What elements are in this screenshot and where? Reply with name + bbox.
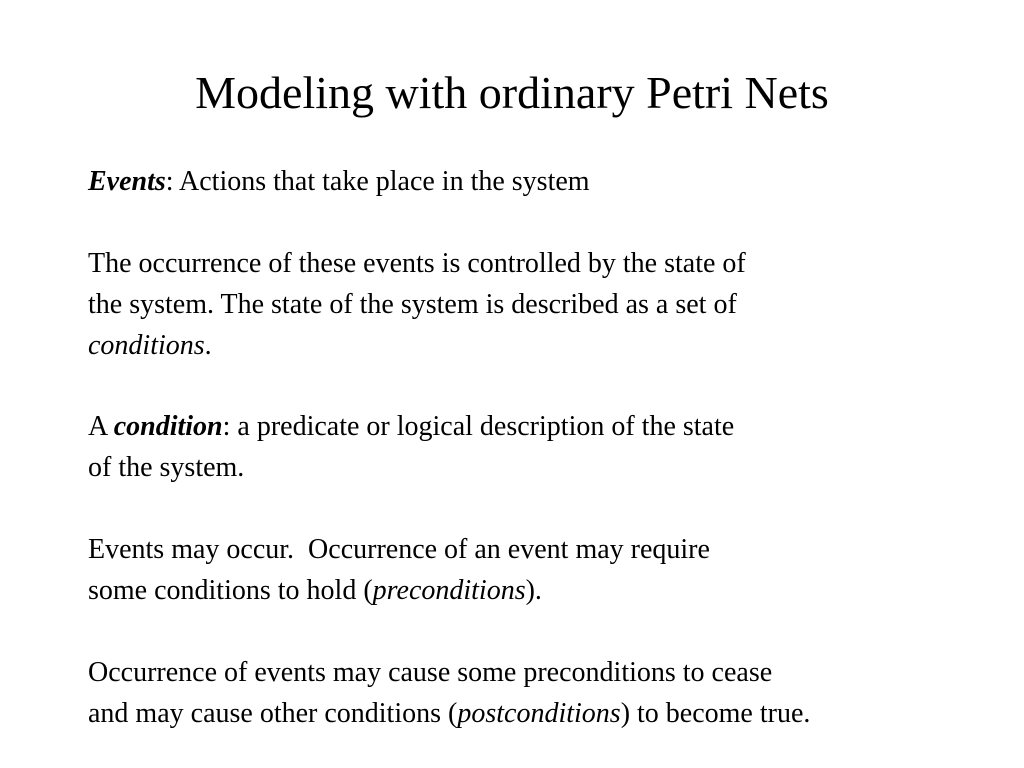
condition-prefix: A (88, 411, 114, 442)
conditions-term: conditions (88, 330, 205, 361)
preconditions-paragraph-line-1: Events may occur. Occurrence of an event may require (88, 534, 710, 565)
state-paragraph-line-3 (88, 325, 988, 366)
postconditions-lead: and may cause other conditions ( (88, 698, 458, 729)
condition-definition-text: : a predicate or logical description of the state (222, 411, 735, 442)
preconditions-lead: some conditions to hold ( (88, 575, 373, 606)
state-paragraph-line-1: The occurrence of these events is controlled by the state of (88, 248, 746, 279)
events-definition-text: : Actions that take place in the system (165, 166, 590, 197)
preconditions-term: preconditions (372, 575, 526, 606)
postconditions-paragraph-line-1: Occurrence of events may cause some preconditions to cease (88, 657, 773, 688)
preconditions-paragraph (88, 529, 988, 611)
events-term: Events (88, 166, 166, 197)
events-definition-line (88, 161, 988, 202)
state-paragraph-period: . (204, 330, 212, 361)
condition-definition (88, 406, 988, 488)
preconditions-paragraph-line-2 (88, 570, 988, 611)
condition-definition-line-2: of the system. (88, 452, 245, 483)
slide-title: Modeling with ordinary Petri Nets (195, 67, 829, 118)
events-definition (88, 161, 988, 202)
postconditions-paragraph-line-2 (88, 693, 988, 734)
postconditions-tail: ) to become true. (620, 698, 811, 729)
state-paragraph-line-2: the system. The state of the system is described as a set of (88, 289, 737, 320)
condition-definition-line-1 (88, 406, 988, 447)
postconditions-paragraph (88, 652, 988, 734)
preconditions-tail: ). (525, 575, 542, 606)
postconditions-term: postconditions (457, 698, 621, 729)
state-paragraph (88, 243, 988, 366)
condition-term: condition (113, 411, 223, 442)
